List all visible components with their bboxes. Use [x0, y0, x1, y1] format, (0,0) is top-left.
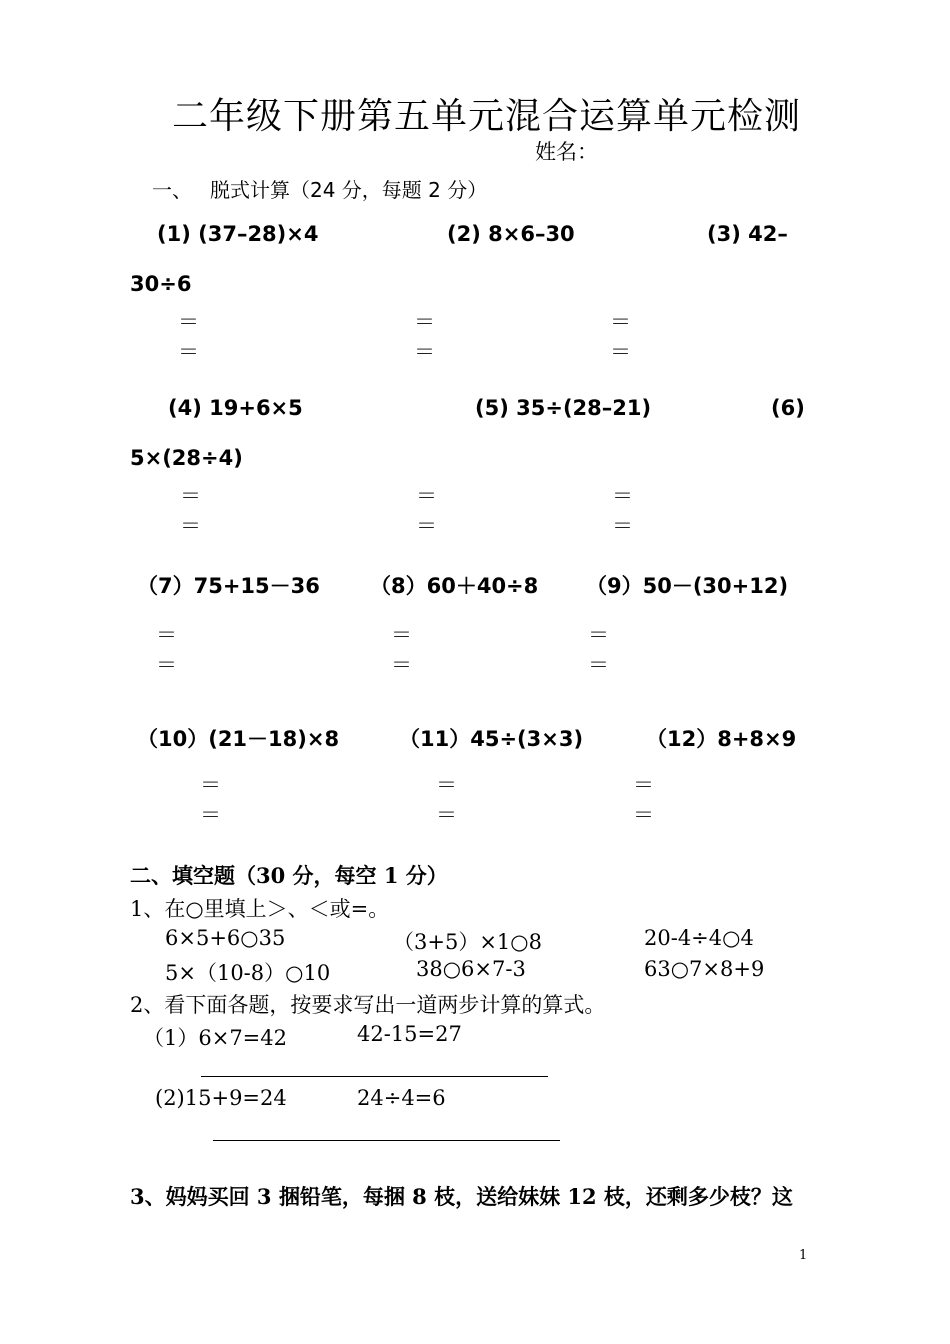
problem-11: （11）45÷(3×3) [399, 727, 584, 751]
problem-12: （12）8+8×9 [646, 727, 797, 751]
equals-sign: ＝ [156, 653, 177, 677]
problem-8: （8）60＋40÷8 [370, 574, 539, 598]
equals-sign: ＝ [588, 623, 609, 647]
equals-sign: ＝ [178, 310, 199, 334]
equals-sign: ＝ [612, 484, 633, 508]
problem-6: (6) [771, 396, 805, 420]
equals-sign: ＝ [414, 310, 435, 334]
equals-sign: ＝ [610, 340, 631, 364]
equals-sign: ＝ [633, 773, 654, 797]
problem-6-continued: 5×(28÷4) [130, 446, 243, 470]
equals-sign: ＝ [610, 310, 631, 334]
question-3-prompt: 3、妈妈买回 3 捆铅笔，每捆 8 枝，送给妹妹 12 枝，还剩多少枝？这 [130, 1184, 793, 1209]
answer-line[interactable] [213, 1140, 560, 1141]
equals-sign: ＝ [180, 514, 201, 538]
equals-sign: ＝ [416, 484, 437, 508]
question-2-prompt: 2、看下面各题，按要求写出一道两步计算的算式。 [130, 993, 606, 1017]
equals-sign: ＝ [180, 484, 201, 508]
compare-item: 63○7×8+9 [644, 957, 765, 981]
section1-number: 一、 [152, 178, 192, 202]
name-label: 姓名： [535, 140, 598, 164]
equals-sign: ＝ [178, 340, 199, 364]
equals-sign: ＝ [414, 340, 435, 364]
equals-sign: ＝ [391, 623, 412, 647]
page-number: 1 [799, 1248, 808, 1263]
compare-item: 20-4÷4○4 [644, 926, 754, 950]
problem-3-continued: 30÷6 [130, 272, 192, 296]
question-1-prompt: 1、在○里填上＞、＜或=。 [130, 897, 390, 921]
equals-sign: ＝ [156, 623, 177, 647]
question-2-item-1-step2: 42-15=27 [357, 1022, 462, 1046]
problem-3: (3) 42– [707, 222, 788, 246]
page-title: 二年级下册第五单元混合运算单元检测 [172, 96, 802, 137]
problem-7: （7）75+15－36 [137, 574, 320, 598]
compare-item: （3+5）×1○8 [393, 930, 542, 954]
problem-10: （10）(21－18)×8 [137, 727, 340, 751]
equals-sign: ＝ [391, 653, 412, 677]
compare-item: 6×5+6○35 [165, 926, 286, 950]
section2-heading: 二、填空题（30 分，每空 1 分） [130, 863, 448, 888]
equals-sign: ＝ [588, 653, 609, 677]
equals-sign: ＝ [612, 514, 633, 538]
problem-9: （9）50－(30+12) [586, 574, 789, 598]
question-2-item-1: （1）6×7=42 [143, 1026, 287, 1050]
problem-2: (2) 8×6–30 [447, 222, 575, 246]
question-2-item-2: (2)15+9=24 [155, 1086, 287, 1110]
problem-1: (1) (37–28)×4 [157, 222, 319, 246]
equals-sign: ＝ [416, 514, 437, 538]
answer-line[interactable] [201, 1076, 548, 1077]
equals-sign: ＝ [436, 803, 457, 827]
compare-item: 38○6×7-3 [416, 957, 526, 981]
problem-4: (4) 19+6×5 [168, 396, 303, 420]
section1-heading: 脱式计算（24 分，每题 2 分） [210, 178, 488, 202]
equals-sign: ＝ [633, 803, 654, 827]
problem-5: (5) 35÷(28–21) [475, 396, 652, 420]
compare-item: 5×（10-8）○10 [165, 961, 331, 985]
equals-sign: ＝ [200, 803, 221, 827]
equals-sign: ＝ [436, 773, 457, 797]
equals-sign: ＝ [200, 773, 221, 797]
question-2-item-2-step2: 24÷4=6 [357, 1086, 446, 1110]
